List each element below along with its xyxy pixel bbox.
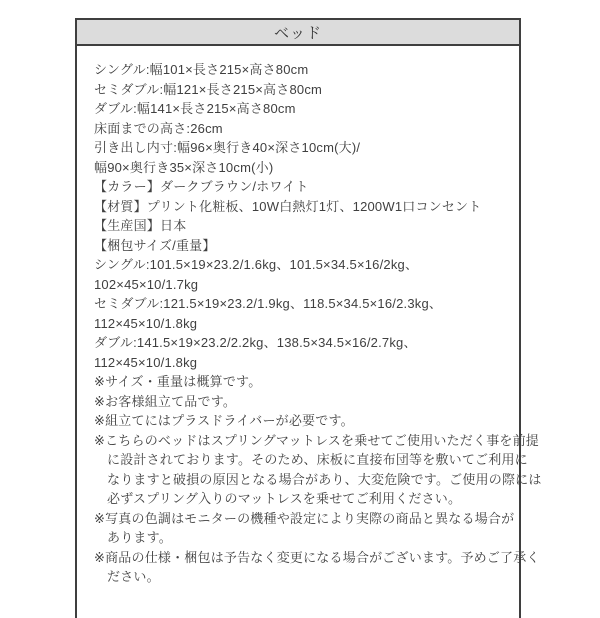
spec-line-package-heading: 【梱包サイズ/重量】 xyxy=(94,237,216,253)
spec-note-mattress-3: なりますと破損の原因となる場合があり、大変危険です。ご使用の際には xyxy=(107,471,542,487)
spec-note-monitor-1: ※写真の色調はモニターの機種や設定により実際の商品と異なる場合が xyxy=(94,510,515,526)
spec-table xyxy=(75,18,542,618)
spec-table-body xyxy=(77,46,542,587)
spec-line-package-double-1: ダブル:141.5×19×23.2/2.2kg、138.5×34.5×16/2.7kg、 xyxy=(94,335,417,350)
spec-line-package-double-2: 112×45×10/1.8kg xyxy=(94,354,198,370)
spec-line-package-single-1: シングル:101.5×19×23.2/1.6kg、101.5×34.5×16/2kg、 xyxy=(94,257,419,272)
spec-line-package-semidouble-1: セミダブル:121.5×19×23.2/1.9kg、118.5×34.5×16/2.3kg、 xyxy=(94,296,443,311)
spec-line-drawer-size-2: 幅90×奥行き35×深さ10cm(小) xyxy=(94,159,274,175)
spec-line-size-double: ダブル:幅141×長さ215×高さ80cm xyxy=(94,101,296,116)
spec-table-title: ベッド xyxy=(273,24,322,42)
spec-line-floor-height: 床面までの高さ:26cm xyxy=(94,120,223,136)
spec-note-mattress-4: 必ずスプリング入りのマットレスを乗せてご利用ください。 xyxy=(107,491,462,506)
spec-line-package-semidouble-2: 112×45×10/1.8kg xyxy=(94,315,198,331)
spec-note-changes-1: ※商品の仕様・梱包は予告なく変更になる場合がございます。予めご了承く xyxy=(94,549,540,565)
spec-note-screwdriver: ※組立てにはプラスドライバーが必要です。 xyxy=(94,413,354,428)
spec-table-header xyxy=(77,20,519,46)
spec-note-mattress-1: ※こちらのベッドはスプリングマットレスを乗せてご使用いただく事を前提 xyxy=(94,432,540,448)
spec-note-monitor-2: あります。 xyxy=(107,530,172,545)
spec-line-color: 【カラー】ダークブラウン/ホワイト xyxy=(94,179,309,194)
spec-note-assembly: ※お客様組立て品です。 xyxy=(94,393,237,409)
spec-line-package-single-2: 102×45×10/1.7kg xyxy=(94,276,199,292)
spec-note-mattress-2: に設計されております。そのため、床板に直接布団等を敷いてご利用に xyxy=(107,452,528,467)
spec-line-size-semidouble: セミダブル:幅121×長さ215×高さ80cm xyxy=(94,81,323,97)
spec-note-changes-2: ださい。 xyxy=(107,569,160,584)
spec-note-approx: ※サイズ・重量は概算です。 xyxy=(94,374,262,389)
spec-line-drawer-size-1: 引き出し内寸:幅96×奥行き40×深さ10cm(大)/ xyxy=(94,140,361,155)
spec-line-size-single: シングル:幅101×長さ215×高さ80cm xyxy=(94,62,309,77)
spec-line-material: 【材質】プリント化粧板、10W白熱灯1灯、1200W1口コンセント xyxy=(94,198,482,214)
spec-line-country: 【生産国】日本 xyxy=(94,218,187,233)
